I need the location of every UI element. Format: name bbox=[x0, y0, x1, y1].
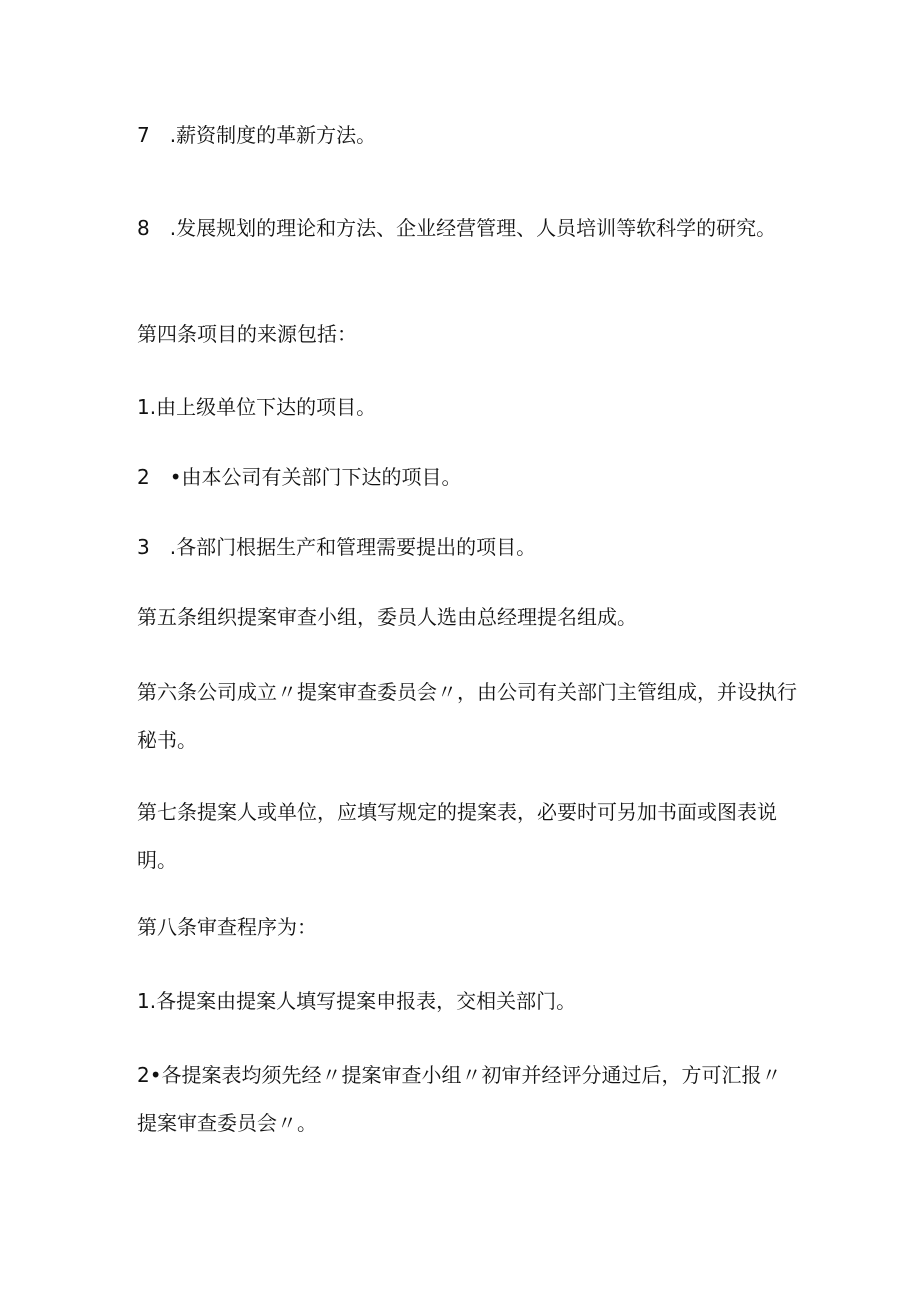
review-step-2: 2•各提案表均须先经〃提案审查小组〃初审并经评分通过后，方可汇报〃提案审查委员会〃。 bbox=[137, 1063, 782, 1135]
article-8-heading: 第八条审查程序为： bbox=[137, 915, 317, 939]
source-item-2: 2 •由本公司有关部门下达的项目。 bbox=[137, 465, 462, 489]
article-4-heading: 第四条项目的来源包括： bbox=[137, 322, 357, 346]
source-item-3: 3 .各部门根据生产和管理需要提出的项目。 bbox=[137, 535, 537, 559]
article-7: 第七条提案人或单位，应填写规定的提案表，必要时可另加书面或图表说明。 bbox=[137, 800, 777, 872]
source-item-1: 1.由上级单位下达的项目。 bbox=[137, 395, 377, 419]
paragraph-item-7: 7 .薪资制度的革新方法。 bbox=[137, 123, 377, 147]
article-6: 第六条公司成立〃提案审查委员会〃，由公司有关部门主管组成，并设执行秘书。 bbox=[137, 680, 797, 752]
paragraph-item-8: 8 .发展规划的理论和方法、企业经营管理、人员培训等软科学的研究。 bbox=[137, 216, 777, 240]
review-step-1: 1.各提案由提案人填写提案申报表，交相关部门。 bbox=[137, 989, 577, 1013]
article-5: 第五条组织提案审查小组，委员人选由总经理提名组成。 bbox=[137, 605, 637, 629]
